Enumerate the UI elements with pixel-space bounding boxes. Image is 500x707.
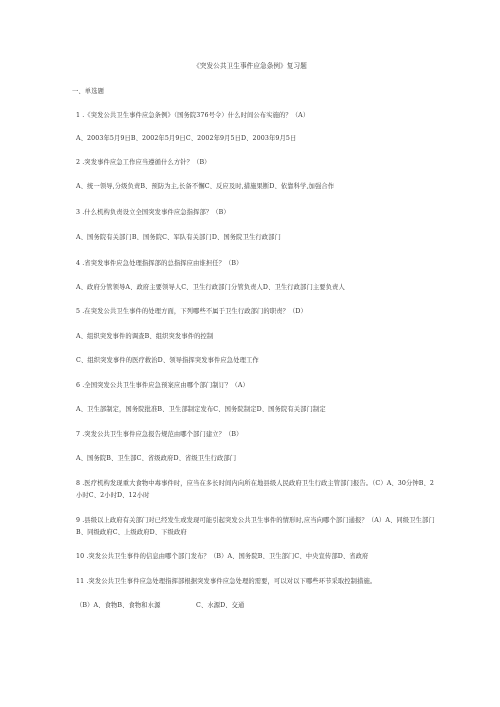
question-8: 8 .医疗机构发现重大食物中毒事件时，应当在多长时间内向所在地县级人民政府卫生行政主管部门报告。（C）A、30分钟B、2小时C、2小时D、12小时: [76, 480, 435, 499]
question-2-options: A、统一领导,分级负责B、预防为主,长备不懈C、反应及时,措施果断D、依靠科学,加强合作: [76, 183, 335, 190]
question-9: 9 .县级以上政府有关部门对已经发生或发现可能引起突发公共卫生事件的情形时,应当向哪个部门通报？（A）A、同级卫生部门B、同级政府C、上级政府D、下级政府: [76, 517, 435, 536]
question-7-options: A、国务院B、卫生部C、省级政府D、省级卫生行政部门: [76, 455, 237, 462]
question-4: 4 .省突发事件应急处理指挥部的总指挥应由谁担任？（B）: [76, 260, 243, 267]
section-heading: 一、单选题: [72, 88, 104, 95]
question-3-options: A、国务院有关部门B、国务院C、军队有关部门D、国务院卫生行政部门: [76, 234, 281, 241]
question-11: 11 .突发公共卫生事件应急处理指挥部根据突发事件应急处理的需要，可以对以下哪些环节采取控制措施。: [76, 578, 377, 585]
question-11-options-a: （B）A、食物B、食物和水源: [76, 602, 161, 609]
question-10: 10 .突发公共卫生事件的信息由哪个部门发布？（B）A、国务院B、卫生部门C、中央宣传部D、省政府: [76, 553, 369, 560]
question-2: 2 .突发事件应急工作应当遵循什么方针？（B）: [76, 159, 211, 166]
question-3: 3 .什么机构负责设立全国突发事件应急指挥部？（B）: [76, 209, 230, 216]
question-1-options: A、2003年5月9日B、2002年5月9日C、2002年9月5日D、2003年9月5日: [76, 135, 297, 142]
question-5-options-2: C、组织突发事件的医疗救治D、领导指挥突发事件应急处理工作: [76, 357, 259, 364]
question-5-options-1: A、组织突发事件的调查B、组织突发事件的控制: [76, 333, 214, 340]
question-5: 5 .在突发公共卫生事件的处理方面，下列哪些不属于卫生行政部门的职责？（D）: [76, 308, 307, 315]
question-7: 7 .突发公共卫生事件应急报告规范由哪个部门建立？（B）: [76, 431, 243, 438]
question-6: 6 .全国突发公共卫生事件应急预案应由哪个部门制订？（A）: [76, 382, 249, 389]
question-6-options: A、卫生部制定，国务院批准B、卫生部制定发布C、国务院制定D、国务院有关部门制定: [76, 406, 326, 413]
question-1: 1 .《突发公共卫生事件应急条例》（国务院376号令）什么时间公布实施的？（A）: [76, 112, 310, 119]
document-title: 《突发公共卫生事件应急条例》复习题: [193, 62, 307, 70]
question-11-options-b: C、水源D、交通: [196, 602, 245, 609]
question-4-options: A、政府分管领导A、政府主要领导人C、卫生行政部门分管负责人D、卫生行政部门主要负责人: [76, 284, 345, 291]
